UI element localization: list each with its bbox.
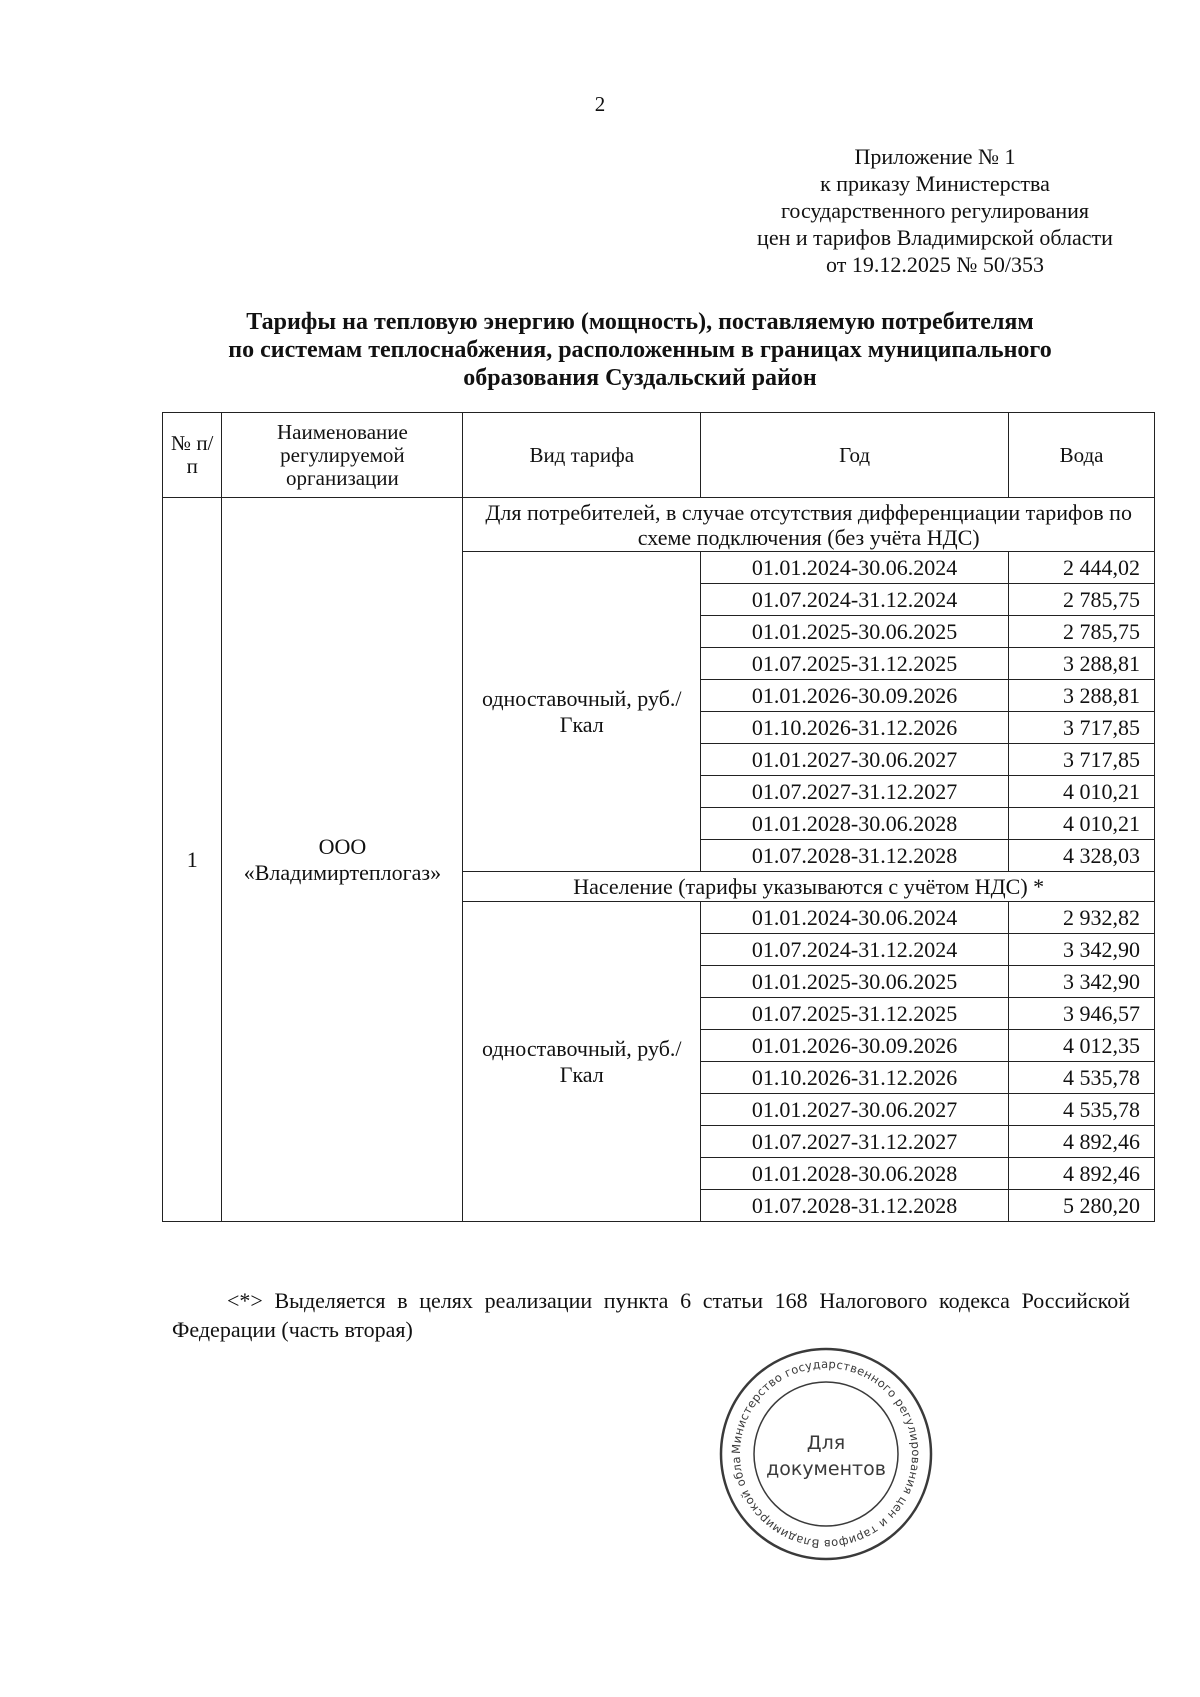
water-value-cell: 3 717,85 — [1009, 712, 1155, 744]
table-body — [163, 498, 1155, 1222]
header-num: № п/п — [163, 413, 222, 498]
water-value-cell: 4 010,21 — [1009, 808, 1155, 840]
water-value-cell: 3 342,90 — [1009, 934, 1155, 966]
period-cell: 01.01.2025-30.06.2025 — [701, 966, 1009, 998]
title-line: образования Суздальский район — [463, 365, 817, 391]
official-stamp — [715, 1343, 937, 1565]
stamp-ring-text: Министерство государственного регулирования цен и тарифов Владимирской обла — [728, 1356, 924, 1552]
stamp-center-line: документов — [766, 1458, 886, 1480]
water-value-cell: 3 717,85 — [1009, 744, 1155, 776]
appendix-line: Приложение № 1 — [854, 144, 1016, 169]
title-line: Тарифы на тепловую энергию (мощность), поставляемую потребителям — [246, 309, 1034, 335]
footnote: <*> Выделяется в целях реализации пункта 6 статьи 168 Налогового кодекса Российской Федерации (часть вторая) — [172, 1288, 1130, 1342]
appendix-line: от 19.12.2025 № 50/353 — [826, 252, 1044, 277]
water-value-cell: 4 535,78 — [1009, 1062, 1155, 1094]
title-line: по системам теплоснабжения, расположенным в границах муниципального — [228, 337, 1052, 363]
water-value-cell: 4 012,35 — [1009, 1030, 1155, 1062]
period-cell: 01.01.2024-30.06.2024 — [701, 552, 1009, 584]
appendix-line: государственного регулирования — [780, 198, 1090, 223]
period-cell: 01.01.2027-30.06.2027 — [701, 744, 1009, 776]
water-value-cell: 2 785,75 — [1009, 584, 1155, 616]
header-water: Вода — [1009, 413, 1155, 498]
period-cell: 01.01.2025-30.06.2025 — [701, 616, 1009, 648]
row-number-cell: 1 — [163, 498, 222, 1222]
water-value-cell: 3 342,90 — [1009, 966, 1155, 998]
appendix-header — [700, 143, 1170, 278]
water-value-cell: 4 892,46 — [1009, 1158, 1155, 1190]
water-value-cell: 3 288,81 — [1009, 648, 1155, 680]
water-value-cell: 4 010,21 — [1009, 776, 1155, 808]
period-cell: 01.07.2025-31.12.2025 — [701, 648, 1009, 680]
stamp-inner-ring — [754, 1382, 898, 1526]
water-value-cell: 2 785,75 — [1009, 616, 1155, 648]
stamp-center-line: Для — [806, 1432, 846, 1454]
header-tariff-type: Вид тарифа — [463, 413, 701, 498]
period-cell: 01.07.2027-31.12.2027 — [701, 1126, 1009, 1158]
period-cell: 01.07.2024-31.12.2024 — [701, 934, 1009, 966]
section-heading: Для потребителей, в случае отсутствия дифференциации тарифов по схеме подключения (без учёта НДС) — [463, 498, 1155, 552]
water-value-cell: 2 932,82 — [1009, 902, 1155, 934]
water-value-cell: 5 280,20 — [1009, 1190, 1155, 1222]
period-cell: 01.10.2026-31.12.2026 — [701, 1062, 1009, 1094]
appendix-line: к приказу Министерства — [820, 171, 1050, 196]
water-value-cell: 2 444,02 — [1009, 552, 1155, 584]
water-value-cell: 3 946,57 — [1009, 998, 1155, 1030]
water-value-cell: 4 328,03 — [1009, 840, 1155, 872]
period-cell: 01.01.2027-30.06.2027 — [701, 1094, 1009, 1126]
document-title — [160, 308, 1120, 392]
header-organization: Наименование регулируемой организации — [222, 413, 463, 498]
period-cell: 01.01.2026-30.09.2026 — [701, 1030, 1009, 1062]
period-cell: 01.01.2024-30.06.2024 — [701, 902, 1009, 934]
period-cell: 01.07.2028-31.12.2028 — [701, 1190, 1009, 1222]
period-cell: 01.07.2028-31.12.2028 — [701, 840, 1009, 872]
period-cell: 01.01.2026-30.09.2026 — [701, 680, 1009, 712]
section-heading-row — [163, 498, 1155, 552]
tariff-table — [162, 412, 1155, 1222]
period-cell: 01.01.2028-30.06.2028 — [701, 808, 1009, 840]
section-heading: Население (тарифы указываются с учётом НДС) * — [463, 872, 1155, 902]
period-cell: 01.07.2027-31.12.2027 — [701, 776, 1009, 808]
period-cell: 01.07.2024-31.12.2024 — [701, 584, 1009, 616]
tariff-type-cell: одноставочный, руб./Гкал — [463, 902, 701, 1222]
stamp-outer-ring — [721, 1349, 931, 1559]
period-cell: 01.10.2026-31.12.2026 — [701, 712, 1009, 744]
organization-cell: ООО «Владимиртеплогаз» — [222, 498, 463, 1222]
page-number: 2 — [594, 92, 606, 116]
period-cell: 01.01.2028-30.06.2028 — [701, 1158, 1009, 1190]
tariff-type-cell: одноставочный, руб./Гкал — [463, 552, 701, 872]
water-value-cell: 4 892,46 — [1009, 1126, 1155, 1158]
water-value-cell: 3 288,81 — [1009, 680, 1155, 712]
period-cell: 01.07.2025-31.12.2025 — [701, 998, 1009, 1030]
stamp-graphic — [715, 1343, 937, 1565]
header-year: Год — [701, 413, 1009, 498]
water-value-cell: 4 535,78 — [1009, 1094, 1155, 1126]
table-header-row — [163, 413, 1155, 498]
appendix-line: цен и тарифов Владимирской области — [757, 225, 1113, 250]
